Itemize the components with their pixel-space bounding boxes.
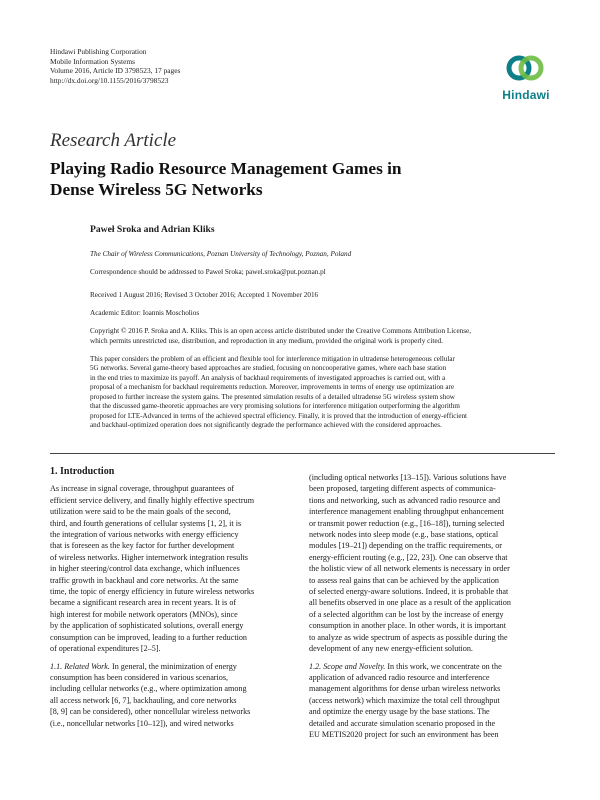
right-column: [309, 472, 549, 740]
journal-header: [50, 47, 180, 85]
text-line: tions and networking, such as advanced radio resource and: [309, 495, 501, 505]
text-line: interference management enabling throughput enhancement: [309, 507, 504, 517]
abstract-line: and backhaul-optimized operation does not significantly degrade the performance achieved with the considered approaches.: [90, 421, 442, 430]
text-line: traffic growth in backhaul and core networks. At the same: [50, 575, 239, 585]
text-line: detailed and accurate simulation scenario proposed in the: [309, 718, 496, 728]
academic-editor: Academic Editor: Ioannis Moscholios: [90, 309, 200, 317]
article-type: Research Article: [50, 130, 177, 151]
scope-novelty-paragraph: [309, 661, 549, 741]
text-line: became a significant research area in recent years. It is of: [50, 598, 237, 608]
doi-link[interactable]: http://dx.doi.org/10.1155/2016/3798523: [50, 75, 169, 85]
abstract-line: in the end tries to maximize its payoff. An analysis of backhaul requirements of investigated approaches is carried out, with a: [90, 373, 446, 382]
abstract: [90, 355, 555, 431]
section-divider: [50, 453, 555, 454]
text-line: time, the topic of energy efficiency in future wireless networks: [50, 587, 255, 597]
text-line: to analyze as wide spectrum of aspects as possible during the: [309, 632, 508, 642]
text-line: all access network [6, 7], backhauling, and core networks: [50, 695, 237, 705]
abstract-line: that the discussed game-theoretic approaches are very promising solutions for interference mitigation outperforming the algorithm: [90, 402, 460, 411]
text-line: energy-efficient routing (e.g., [22, 23]). One can observe that: [309, 552, 508, 562]
text-line: the integration of various networks with energy efficiency: [50, 530, 239, 540]
volume-info: Volume 2016, Article ID 3798523, 17 pages: [50, 66, 181, 76]
journal-name: Mobile Information Systems: [50, 56, 135, 66]
text-line: consumption in another place. In other words, it is important: [309, 621, 506, 631]
copyright-line: which permits unrestricted use, distribution, and reproduction in any medium, provided the original work is properly cited.: [90, 336, 443, 345]
hindawi-logo-text: Hindawi: [502, 88, 550, 102]
copyright-line: Copyright © 2016 P. Sroka and A. Kliks. This is an open access article distributed under the Creative Commons Attribution License,: [90, 327, 472, 335]
subsection-heading: 1.2. Scope and Novelty.: [309, 661, 386, 671]
abstract-line: proposal of a mechanism for backhaul requirements reduction. Moreover, improvements in terms of energy use optimization are: [90, 383, 455, 392]
intro-paragraph: [50, 483, 290, 654]
text-line: all benefits observed in one place as a result of the application: [309, 598, 511, 608]
copyright-notice: [90, 327, 555, 346]
correspondence: Correspondence should be addressed to Paweł Sroka; pawel.sroka@put.poznan.pl: [90, 268, 326, 276]
text-line: (access network) which maximize the total cell throughput: [309, 695, 500, 705]
text-line: of operational expenditures [2–5].: [50, 644, 161, 654]
title-line-2: Dense Wireless 5G Networks: [50, 180, 263, 199]
text-line: modules [19–21]) depending on the traffic requirements, or: [309, 541, 502, 551]
left-column: [50, 466, 290, 729]
text-line: application of advanced radio resource and interference: [309, 672, 490, 682]
text-line: been proposed, targeting different aspects of communica-: [309, 484, 496, 494]
article-title: [50, 158, 520, 200]
text-line: to assess real gains that can be achieved by the application: [309, 575, 499, 585]
text-line: [8, 9] can be considered), other noncellular wireless networks: [50, 707, 251, 717]
text-line: (including optical networks [13–15]). Various solutions have: [309, 473, 507, 482]
text-line: in higher steering/control data exchange, which influences: [50, 564, 240, 574]
text-line: that is foreseen as the key factor for further development: [50, 541, 235, 551]
text-line: consumption has been considered in various scenarios,: [50, 672, 229, 682]
text-line: consumption can be improved, leading to a further reduction: [50, 632, 247, 642]
abstract-line: proposed to further increase the system gains. The presented simulation results of a detailed ultradense 5G wireless system show: [90, 392, 455, 401]
text-line: As increase in signal coverage, throughput guarantees of: [50, 484, 235, 494]
article-dates: Received 1 August 2016; Revised 3 October 2016; Accepted 1 November 2016: [90, 291, 319, 299]
text-line: 1.1. Related Work. In general, the minimization of energy: [50, 661, 237, 671]
text-line: management algorithms for dense urban wireless networks: [309, 684, 501, 694]
related-work-paragraph: [50, 661, 290, 729]
title-line-1: Playing Radio Resource Management Games in: [50, 159, 402, 178]
text-line: utilization were said to be the main goals of the second,: [50, 507, 231, 517]
abstract-line: This paper considers the problem of an efficient and flexible tool for interference mitigation in ultradense heterogeneous cellular: [90, 355, 455, 363]
authors: Paweł Sroka and Adrian Kliks: [90, 224, 215, 235]
text-line: third, and fourth generations of cellular systems [1, 2], it is: [50, 518, 242, 528]
text-line: including cellular networks (e.g., where optimization among: [50, 684, 247, 694]
text-line: of a selected algorithm can be lost by the increase of energy: [309, 609, 504, 619]
text-line: efficient service delivery, and finally highly effective spectrum: [50, 495, 255, 505]
publisher-name: Hindawi Publishing Corporation: [50, 47, 147, 56]
text-line: of wireless networks. Higher internetwork integration results: [50, 552, 248, 562]
text-line: EU METIS2020 project for such an environment has been: [309, 729, 499, 739]
text-line: by the application of sophisticated solutions, overall energy: [50, 621, 244, 631]
section-heading: 1. Introduction: [50, 466, 115, 477]
text-line: high interest for mobile network operators (MNOs), since: [50, 609, 238, 619]
affiliation: The Chair of Wireless Communications, Poznan University of Technology, Poznan, Poland: [90, 250, 352, 258]
text-line: and optimize the energy usage by the base stations. The: [309, 707, 490, 717]
subsection-heading: 1.1. Related Work.: [50, 661, 110, 671]
text-line: of selected energy-aware solutions. Indeed, it is probable that: [309, 587, 509, 597]
text-line: or transmit power reduction (e.g., [16–18]), turning selected: [309, 518, 505, 528]
abstract-line: 5G networks. Several game-theory based approaches are studied, focusing on noncooperative games, where each base station: [90, 364, 447, 373]
continued-paragraph: [309, 472, 549, 655]
abstract-line: proposed for LTE-Advanced in terms of the achieved spectral efficiency. Finally, it is proved that the introduction of energy-efficient: [90, 411, 468, 420]
text-line: (i.e., noncellular networks [10–12]), and wired networks: [50, 718, 234, 728]
text-line: development of any new energy-efficient solution.: [309, 644, 473, 654]
text-line: 1.2. Scope and Novelty. In this work, we concentrate on the: [309, 661, 502, 671]
text-line: network nodes into sleep mode (e.g., base stations, optical: [309, 530, 499, 540]
text-line: the holistic view of all network elements is necessary in order: [309, 564, 510, 574]
